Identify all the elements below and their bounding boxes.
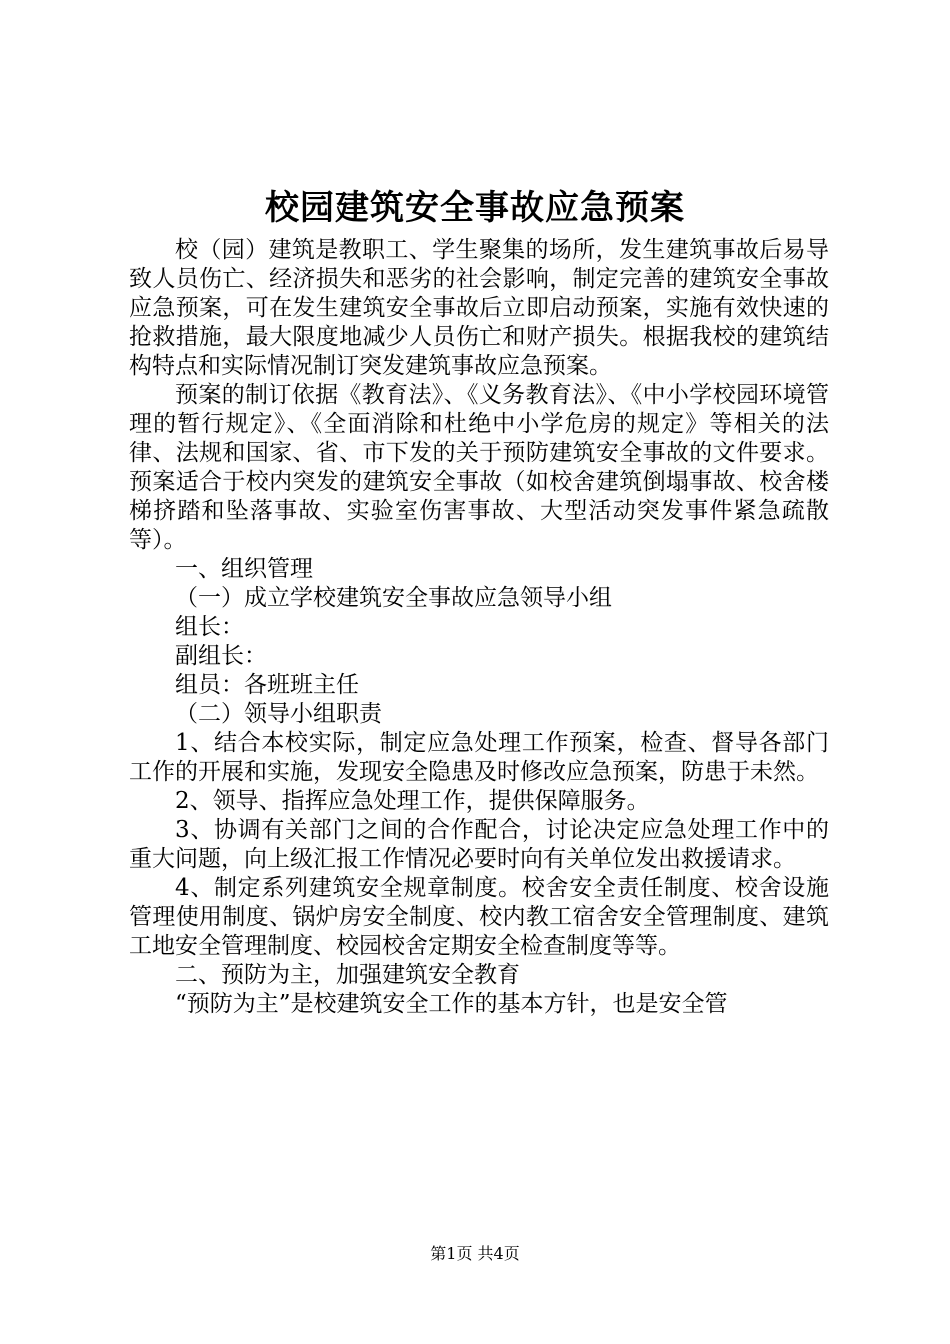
leader-line: 组长： [175,614,244,640]
duty-item-2: 2、领导、指挥应急处理工作，提供保障服务。 [175,788,650,814]
paragraph-prevention: “预防为主”是校建筑安全工作的基本方针，也是安全管 [175,991,728,1017]
subsection-heading-leadership-group: （一）成立学校建筑安全事故应急领导小组 [175,585,612,611]
duty-item-1: 1、结合本校实际，制定应急处理工作预案，检查、督导各部门工作的开展和实施，发现安全隐患及时修改应急预案，防患于未然。 [129,730,829,785]
duty-item-3: 3、协调有关部门之间的合作配合，讨论决定应急处理工作中的重大问题，向上级汇报工作情况必要时向有关单位发出救援请求。 [129,817,829,872]
document-title: 校园建筑安全事故应急预案 [265,188,685,228]
subsection-heading-duties: （二）领导小组职责 [175,701,382,727]
document-body [129,236,829,1019]
paragraph-intro: 校（园）建筑是教职工、学生聚集的场所，发生建筑事故后易导致人员伤亡、经济损失和恶劣的社会影响，制定完善的建筑安全事故应急预案，可在发生建筑安全事故后立即启动预案，实施有效快速的抢救措施，最大限度地减少人员伤亡和财产损失。根据我校的建筑结构特点和实际情况制订突发建筑事故应急预案。 [129,237,829,379]
section-heading-prevention: 二、预防为主，加强建筑安全教育 [175,962,520,988]
section-heading-organization: 一、组织管理 [175,556,313,582]
paragraph-basis: 预案的制订依据《教育法》、《义务教育法》、《中小学校园环境管理的暂行规定》、《全面消除和杜绝中小学危房的规定》等相关的法律、法规和国家、省、市下发的关于预防建筑安全事故的文件要求。预案适合于校内突发的建筑安全事故（如校舍建筑倒塌事故、校舍楼梯挤踏和坠落事故、实验室伤害事故、大型活动突发事件紧急疏散等）。 [129,382,829,553]
duty-item-4: 4、制定系列建筑安全规章制度。校舍安全责任制度、校舍设施管理使用制度、锅炉房安全制度、校内教工宿舍安全管理制度、建筑工地安全管理制度、校园校舍定期安全检查制度等等。 [129,875,829,959]
members-line: 组员：各班班主任 [175,672,359,698]
page-number-footer: 第1页 共4页 [430,1244,520,1263]
deputy-leader-line: 副组长： [175,643,267,669]
